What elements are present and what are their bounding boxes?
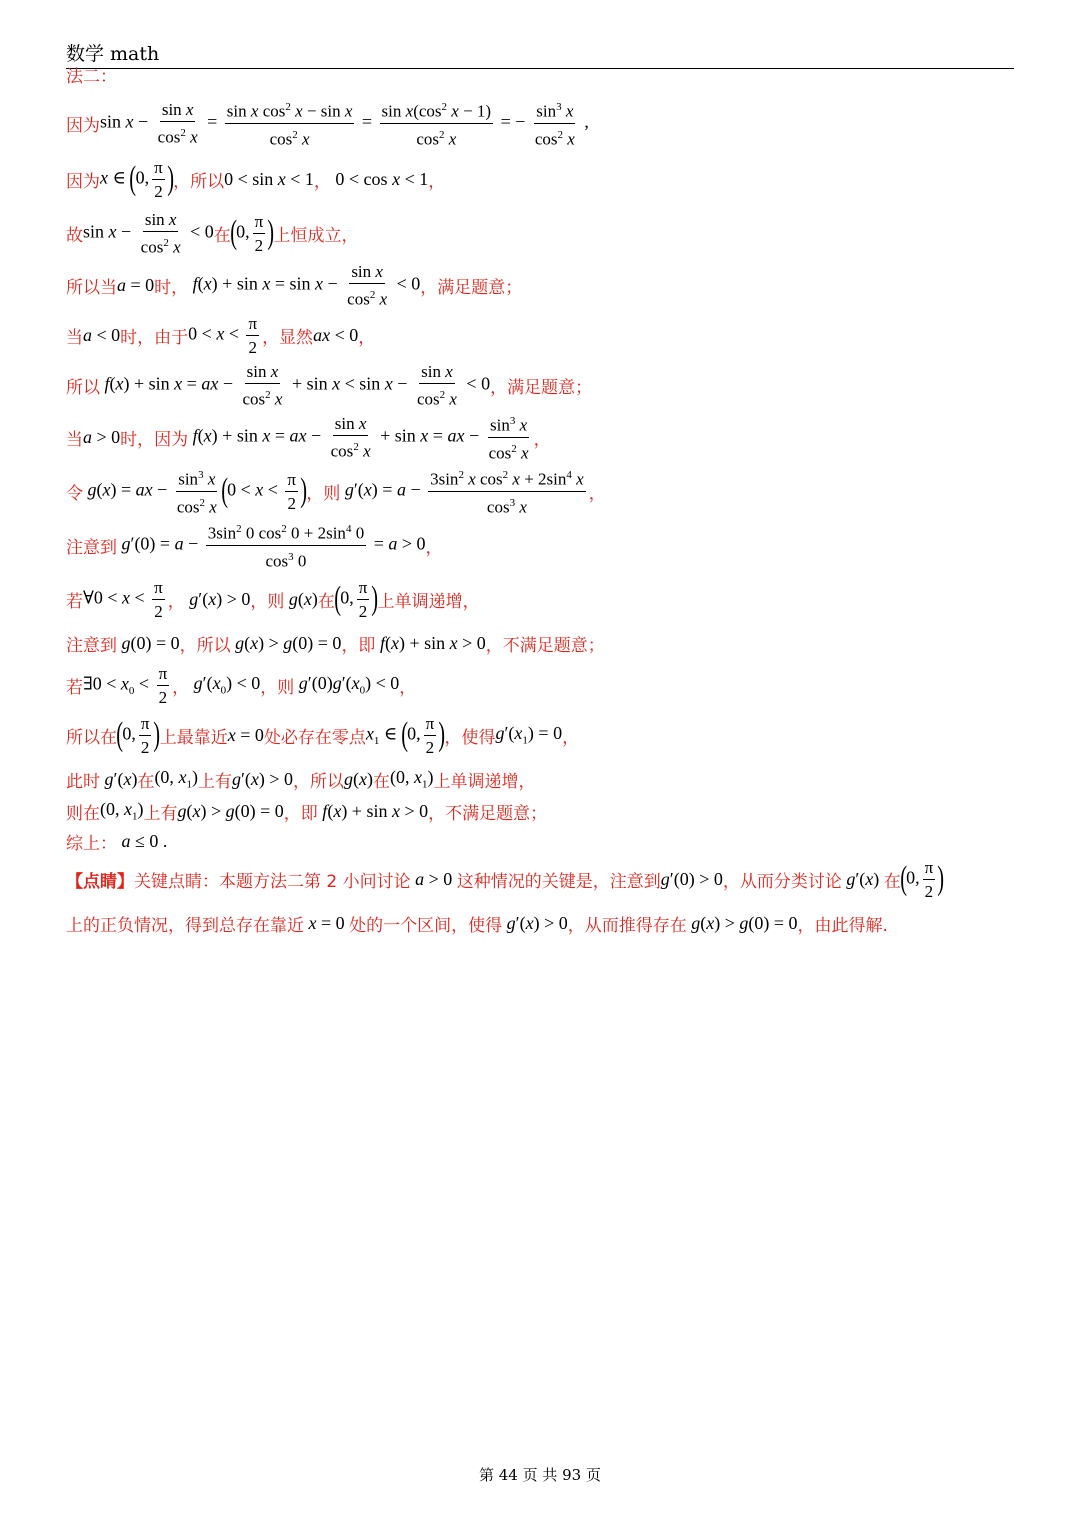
text-segment: 注意到: [66, 537, 117, 558]
text-segment: ，满足题意；: [420, 277, 523, 298]
text-segment: 因为: [66, 115, 100, 136]
text-segment: ，: [172, 677, 190, 698]
formula: g(x) = ax − $\frac{\sin^3 x}{\cos^2 x}$ (0 < x < $\frac{\pi}{2}$ ): [83, 464, 306, 518]
method-label-line: [66, 58, 117, 90]
text-segment: ，使得: [444, 727, 496, 748]
text-segment: 关键点睛：本题方法二第 2 小问讨论: [134, 871, 411, 892]
solution-line-13: [66, 710, 579, 760]
formula: ∀0 < x < $\frac{\pi}{2}$: [83, 577, 163, 621]
text-segment: 若: [66, 677, 83, 698]
formula: g′(x) > 0: [506, 912, 568, 933]
solution-line-8: [66, 466, 606, 516]
text-segment: 在: [373, 771, 391, 792]
note-line-2: [66, 898, 888, 948]
text-segment: ，则: [306, 483, 341, 504]
formula: f(x) + sin x = sin x − $\frac{\text{sin x}}{\cos^2 x}$ < 0: [192, 261, 421, 309]
text-segment: 若: [66, 591, 83, 612]
text-segment: 当: [66, 327, 83, 348]
text-segment: ，不满足题意；: [485, 635, 605, 656]
text-segment: ，显然: [262, 327, 314, 348]
text-segment: ，: [533, 429, 551, 450]
text-segment: ，: [167, 591, 185, 612]
formula: g′(x) = a − $\frac{3\sin^2 x \cos^2 x + 2\sin^4 x}{\cos^3 x}$: [340, 464, 588, 518]
text-segment: ，所以: [179, 635, 231, 656]
text-segment: ，: [313, 171, 331, 192]
formula: (0, $x_1$): [100, 799, 144, 823]
solution-line-4: [66, 260, 522, 310]
formula: g(0) = 0: [121, 632, 180, 653]
formula: $g'(0)g'(x_0) < 0$: [298, 673, 400, 697]
formula: (0, $\frac{\pi}{2}$ ): [334, 577, 379, 621]
solution-line-3: [66, 208, 359, 258]
solution-line-6: [66, 360, 592, 410]
text-segment: 注意到: [66, 635, 117, 656]
formula: ax < 0: [313, 324, 359, 345]
text-segment: 因为: [66, 171, 100, 192]
text-segment: 综上：: [66, 833, 117, 854]
text-segment: 处必存在零点: [263, 727, 366, 748]
text-segment: ，由此得解.: [797, 915, 888, 936]
formula: (0, $\frac{\pi}{2}$ ): [900, 857, 945, 901]
method-label: 法二：: [66, 66, 117, 87]
text-segment: ，则: [250, 591, 285, 612]
formula: f(x) + sin x = ax − $\frac{\text{sin x}}{\cos^2 x}$ + sin x = ax − $\frac{\sin^3 x}{\cos^2 x}$: [188, 410, 533, 464]
formula: g(x) > g(0) = 0: [235, 632, 342, 653]
text-segment: 故: [66, 225, 83, 246]
formula: 0 < sin x < 1: [224, 168, 314, 189]
note-tag: 【点睛】: [66, 871, 134, 892]
text-segment: 在: [137, 771, 155, 792]
formula: f(x) + sin x > 0: [379, 632, 486, 653]
formula: $x_1$ ∈ (0, $\frac{\pi}{2}$ ): [365, 713, 446, 757]
page-number: 第 44 页 共 93 页: [478, 1466, 601, 1484]
note-line-1: [66, 854, 944, 904]
text-segment: ，: [399, 677, 417, 698]
text-segment: 在: [317, 591, 335, 612]
formula: a < 0: [83, 324, 121, 345]
text-segment: 时，因为: [120, 429, 189, 450]
formula: g(x) > g(0) = 0: [691, 912, 798, 933]
text-segment: ，从而推得存在: [567, 915, 687, 936]
formula: a > 0: [415, 868, 457, 889]
text-segment: 则在: [66, 803, 100, 824]
text-segment: ，: [358, 327, 376, 348]
text-segment: 上的正负情况，得到总存在靠近: [66, 915, 304, 936]
text-segment: 上有: [143, 803, 178, 824]
text-segment: 所以在: [66, 727, 117, 748]
solution-line-7: [66, 412, 551, 462]
text-segment: ，: [588, 483, 606, 504]
text-segment: ，从而分类讨论: [722, 871, 842, 892]
formula: (0, $\frac{\pi}{2}$ ): [230, 211, 275, 255]
text-segment: 上恒成立，: [273, 225, 359, 246]
formula: (0, $\frac{\pi}{2}$ ): [116, 713, 161, 757]
text-segment: ，所以: [293, 771, 345, 792]
text-segment: ，: [425, 537, 443, 558]
formula: x = 0: [227, 724, 264, 745]
formula: g′(x): [846, 868, 884, 889]
formula: (0, $x_1$): [390, 767, 434, 791]
formula: (0, $x_1$): [154, 767, 198, 791]
text-segment: 上有: [197, 771, 232, 792]
formula: 0 < x < $\frac{\pi}{2}$: [188, 313, 258, 357]
formula: x = 0: [308, 912, 350, 933]
formula: a ≤ 0 .: [121, 830, 168, 851]
formula: g(x): [288, 588, 318, 609]
text-segment: ，满足题意；: [490, 377, 593, 398]
formula: f(x) + sin x > 0: [322, 800, 429, 821]
formula: g(x) > g(0) = 0: [177, 800, 284, 821]
page-header: [66, 40, 1014, 69]
formula: g′(x) > 0: [189, 588, 251, 609]
page-footer: [0, 1464, 1080, 1485]
text-segment: 时，由于: [120, 327, 189, 348]
text-segment: 在: [883, 871, 901, 892]
text-segment: 时，: [154, 277, 189, 298]
text-segment: 令: [66, 483, 83, 504]
text-segment: ，不满足题意；: [428, 803, 548, 824]
formula: 0 < cos x < 1: [330, 168, 429, 189]
formula: sin x − $\frac{\text{sin x}}{\cos^2 x}$ = $\frac{\sin x \cos^2 x - \sin x}{\cos^2 x}$ = $\frac{\sin x(\cos^2 x - 1)}{\cos^2 x}$ = − $\frac{\sin^3 x}{\cos^2 x}$ ,: [100, 96, 589, 150]
formula: $g'(x_1) = 0$: [495, 723, 563, 747]
formula: sin x − $\frac{\text{sin x}}{\cos^2 x}$ < 0: [83, 209, 214, 257]
formula: a > 0: [83, 426, 121, 447]
solution-line-5: [66, 310, 375, 360]
formula: $g'(x_0) < 0$: [193, 673, 261, 697]
formula: x ∈ (0, $\frac{\pi}{2}$ ): [100, 157, 174, 201]
solution-line-10: [66, 574, 480, 624]
formula: a = 0: [117, 274, 155, 295]
formula: g′(x): [104, 768, 138, 789]
text-segment: 当: [66, 429, 83, 450]
header-title: 数学 math: [66, 43, 160, 65]
solution-line-12: [66, 660, 416, 710]
text-segment: ，所以: [173, 171, 225, 192]
formula: g′(0) = a − $\frac{3\sin^2 0 \cos^2 0 + 2\sin^4 0}{\cos^3 0}$ = a > 0: [117, 518, 426, 572]
text-segment: 上最靠近: [159, 727, 228, 748]
formula: f(x) + sin x = ax − $\frac{\text{sin x}}{\cos^2 x}$ + sin x < sin x − $\frac{\text{sin x}}{\cos^2 x}$ < 0: [104, 361, 491, 409]
formula: g′(x) > 0: [231, 768, 294, 789]
formula: ∃0 < $x_0$ < $\frac{\pi}{2}$: [83, 663, 168, 707]
text-segment: ，: [428, 171, 446, 192]
solution-line-2: [66, 154, 445, 204]
text-segment: ，即: [341, 635, 376, 656]
text-segment: 处的一个区间，使得: [349, 915, 503, 936]
text-segment: 上单调递增，: [377, 591, 480, 612]
formula: g′(0) > 0: [660, 868, 723, 889]
text-segment: 上单调递增，: [433, 771, 536, 792]
text-segment: ，则: [260, 677, 295, 698]
formula: g(x): [344, 768, 374, 789]
solution-line-1: [66, 98, 589, 148]
solution-line-9: [66, 520, 443, 570]
text-segment: 所以当: [66, 277, 117, 298]
text-segment: 在: [213, 225, 231, 246]
text-segment: ，即: [283, 803, 318, 824]
text-segment: 所以: [66, 377, 100, 398]
text-segment: 此时: [66, 771, 100, 792]
text-segment: ，: [562, 727, 580, 748]
text-segment: 这种情况的关键是，注意到: [456, 871, 661, 892]
